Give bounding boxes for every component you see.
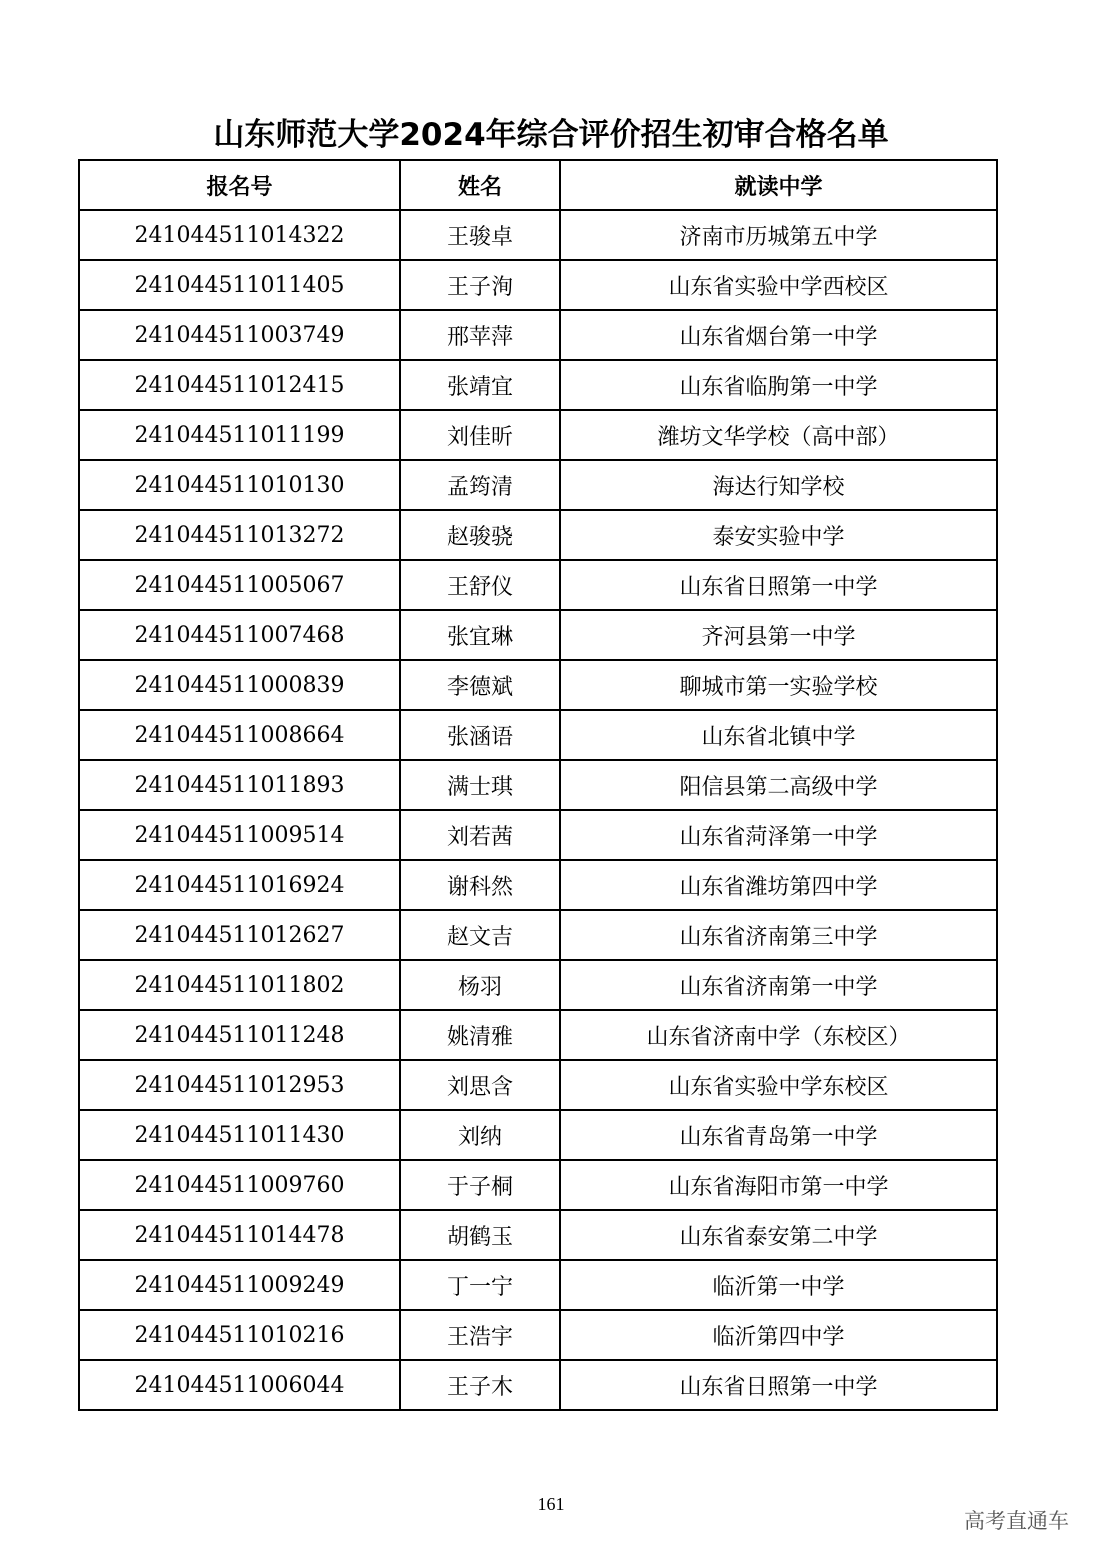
student-name-cell: 满士琪 bbox=[400, 760, 560, 810]
school-name-cell: 临沂第一中学 bbox=[560, 1260, 997, 1310]
school-name-cell: 潍坊文华学校（高中部） bbox=[560, 410, 997, 460]
student-name-cell: 刘佳昕 bbox=[400, 410, 560, 460]
school-name-cell: 山东省济南第三中学 bbox=[560, 910, 997, 960]
school-name-cell: 山东省潍坊第四中学 bbox=[560, 860, 997, 910]
student-name-cell: 于子桐 bbox=[400, 1160, 560, 1210]
table-row bbox=[79, 310, 997, 360]
table-row bbox=[79, 960, 997, 1010]
registration-number-cell: 241044511011893 bbox=[79, 760, 400, 810]
school-name-cell: 山东省临朐第一中学 bbox=[560, 360, 997, 410]
school-name-cell: 山东省烟台第一中学 bbox=[560, 310, 997, 360]
watermark-text: 高考直通车 bbox=[964, 1509, 1069, 1533]
school-name-cell: 山东省济南中学（东校区） bbox=[560, 1010, 997, 1060]
student-name-cell: 张涵语 bbox=[400, 710, 560, 760]
table-row bbox=[79, 710, 997, 760]
school-name-cell: 齐河县第一中学 bbox=[560, 610, 997, 660]
registration-number-cell: 241044511011430 bbox=[79, 1110, 400, 1160]
school-name-cell: 山东省日照第一中学 bbox=[560, 1360, 997, 1410]
student-name-cell: 王浩宇 bbox=[400, 1310, 560, 1360]
registration-number-cell: 241044511010130 bbox=[79, 460, 400, 510]
registration-number-cell: 241044511011405 bbox=[79, 260, 400, 310]
school-name-cell: 山东省日照第一中学 bbox=[560, 560, 997, 610]
school-name-cell: 泰安实验中学 bbox=[560, 510, 997, 560]
registration-number-cell: 241044511000839 bbox=[79, 660, 400, 710]
registration-number-cell: 241044511011248 bbox=[79, 1010, 400, 1060]
school-name-cell: 山东省实验中学东校区 bbox=[560, 1060, 997, 1110]
student-name-cell: 邢苹萍 bbox=[400, 310, 560, 360]
student-name-cell: 王骏卓 bbox=[400, 210, 560, 260]
student-name-cell: 谢科然 bbox=[400, 860, 560, 910]
school-name-cell: 山东省实验中学西校区 bbox=[560, 260, 997, 310]
table-row bbox=[79, 410, 997, 460]
student-name-cell: 刘若茜 bbox=[400, 810, 560, 860]
table-body bbox=[79, 210, 997, 1410]
table-row bbox=[79, 1060, 997, 1110]
student-name-cell: 张靖宜 bbox=[400, 360, 560, 410]
table-row bbox=[79, 810, 997, 860]
student-name-cell: 孟筠清 bbox=[400, 460, 560, 510]
school-name-cell: 山东省菏泽第一中学 bbox=[560, 810, 997, 860]
header-school: 就读中学 bbox=[560, 160, 997, 210]
student-name-cell: 丁一宁 bbox=[400, 1260, 560, 1310]
student-name-cell: 姚清雅 bbox=[400, 1010, 560, 1060]
student-name-cell: 杨羽 bbox=[400, 960, 560, 1010]
table-row bbox=[79, 260, 997, 310]
registration-number-cell: 241044511006044 bbox=[79, 1360, 400, 1410]
student-name-cell: 赵文吉 bbox=[400, 910, 560, 960]
table-row bbox=[79, 460, 997, 510]
table-header-row bbox=[79, 160, 997, 210]
registration-number-cell: 241044511007468 bbox=[79, 610, 400, 660]
school-name-cell: 山东省青岛第一中学 bbox=[560, 1110, 997, 1160]
table-row bbox=[79, 1160, 997, 1210]
table-row bbox=[79, 1210, 997, 1260]
table-row bbox=[79, 660, 997, 710]
table-row bbox=[79, 910, 997, 960]
school-name-cell: 海达行知学校 bbox=[560, 460, 997, 510]
table-row bbox=[79, 760, 997, 810]
table-row bbox=[79, 1310, 997, 1360]
table-row bbox=[79, 510, 997, 560]
student-name-cell: 刘思含 bbox=[400, 1060, 560, 1110]
student-name-cell: 张宜琳 bbox=[400, 610, 560, 660]
registration-number-cell: 241044511009514 bbox=[79, 810, 400, 860]
table-row bbox=[79, 210, 997, 260]
registration-number-cell: 241044511010216 bbox=[79, 1310, 400, 1360]
registration-number-cell: 241044511016924 bbox=[79, 860, 400, 910]
registration-number-cell: 241044511011802 bbox=[79, 960, 400, 1010]
document-title: 山东师范大学2024年综合评价招生初审合格名单 bbox=[213, 117, 889, 153]
header-name: 姓名 bbox=[400, 160, 560, 210]
school-name-cell: 山东省海阳市第一中学 bbox=[560, 1160, 997, 1210]
registration-number-cell: 241044511014322 bbox=[79, 210, 400, 260]
school-name-cell: 临沂第四中学 bbox=[560, 1310, 997, 1360]
student-name-cell: 王舒仪 bbox=[400, 560, 560, 610]
school-name-cell: 山东省济南第一中学 bbox=[560, 960, 997, 1010]
table-row bbox=[79, 1260, 997, 1310]
admission-roster-table bbox=[78, 159, 998, 1411]
student-name-cell: 王子洵 bbox=[400, 260, 560, 310]
registration-number-cell: 241044511009249 bbox=[79, 1260, 400, 1310]
registration-number-cell: 241044511013272 bbox=[79, 510, 400, 560]
table-row bbox=[79, 860, 997, 910]
registration-number-cell: 241044511003749 bbox=[79, 310, 400, 360]
registration-number-cell: 241044511011199 bbox=[79, 410, 400, 460]
table-row bbox=[79, 360, 997, 410]
student-name-cell: 胡鹤玉 bbox=[400, 1210, 560, 1260]
school-name-cell: 山东省泰安第二中学 bbox=[560, 1210, 997, 1260]
school-name-cell: 山东省北镇中学 bbox=[560, 710, 997, 760]
student-name-cell: 赵骏骁 bbox=[400, 510, 560, 560]
page-number: 161 bbox=[537, 1494, 565, 1514]
student-name-cell: 刘纳 bbox=[400, 1110, 560, 1160]
table-row bbox=[79, 1010, 997, 1060]
school-name-cell: 聊城市第一实验学校 bbox=[560, 660, 997, 710]
registration-number-cell: 241044511014478 bbox=[79, 1210, 400, 1260]
registration-number-cell: 241044511012953 bbox=[79, 1060, 400, 1110]
school-name-cell: 阳信县第二高级中学 bbox=[560, 760, 997, 810]
registration-number-cell: 241044511008664 bbox=[79, 710, 400, 760]
student-name-cell: 李德斌 bbox=[400, 660, 560, 710]
table-row bbox=[79, 1110, 997, 1160]
header-registration-number: 报名号 bbox=[79, 160, 400, 210]
registration-number-cell: 241044511005067 bbox=[79, 560, 400, 610]
school-name-cell: 济南市历城第五中学 bbox=[560, 210, 997, 260]
registration-number-cell: 241044511009760 bbox=[79, 1160, 400, 1210]
table-row bbox=[79, 1360, 997, 1410]
student-name-cell: 王子木 bbox=[400, 1360, 560, 1410]
table-row bbox=[79, 610, 997, 660]
registration-number-cell: 241044511012415 bbox=[79, 360, 400, 410]
registration-number-cell: 241044511012627 bbox=[79, 910, 400, 960]
table-row bbox=[79, 560, 997, 610]
